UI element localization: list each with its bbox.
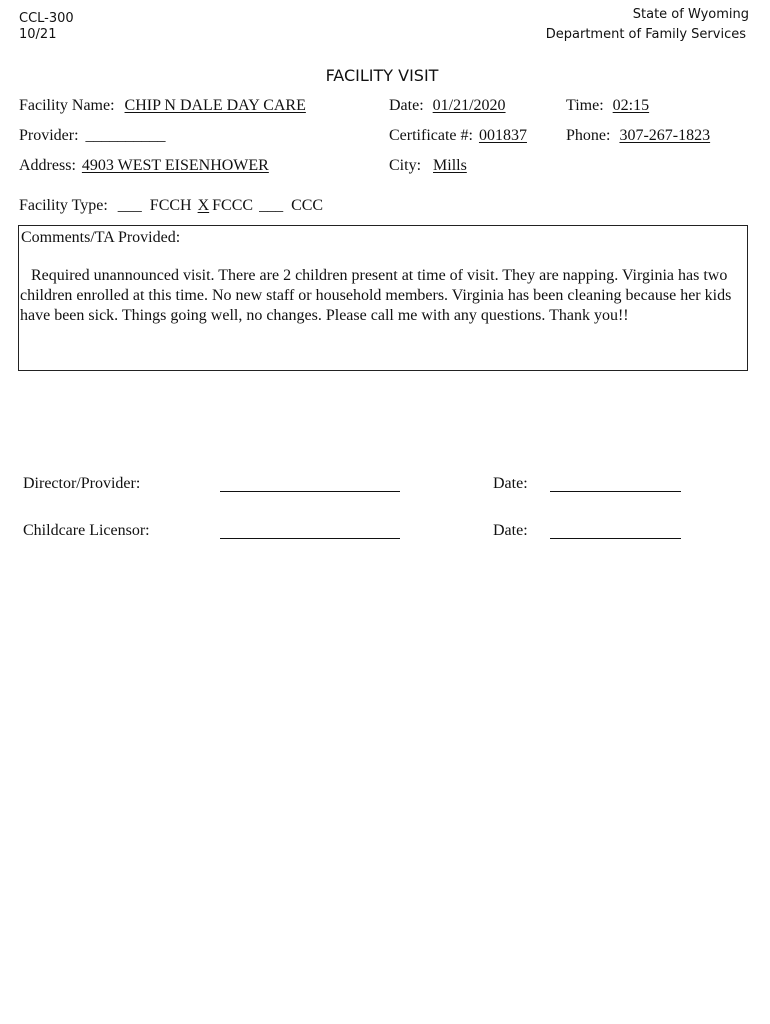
- comments-label: Comments/TA Provided:: [21, 229, 181, 246]
- city-value: Mills: [433, 157, 467, 174]
- licensor-date-label: Date:: [493, 522, 528, 539]
- agency-department: Department of Family Services: [545, 27, 746, 42]
- visit-date-label: Date:: [389, 97, 424, 114]
- address-label: Address:: [19, 157, 76, 174]
- visit-time-value: 02:15: [612, 97, 650, 114]
- city-label: City:: [389, 157, 422, 174]
- phone-value: 307-267-1823: [619, 127, 711, 144]
- comments-box: [18, 225, 748, 371]
- phone-label: Phone:: [566, 127, 611, 144]
- address-value: 4903 WEST EISENHOWER: [81, 157, 269, 174]
- facility-type-mark-fccc: X: [197, 197, 210, 214]
- director-date-label: Date:: [493, 475, 528, 492]
- agency-state: State of Wyoming: [632, 7, 749, 22]
- comments-text: Required unannounced visit. There are 2 children present at time of visit. They are napping. Virginia has two children enrolled at this time. No new staff or household members. Virginia has been cleaning because her kids have been sick. Things going well, no changes. Please call me with any questions. Thank you!!: [20, 267, 732, 324]
- visit-time-field: [566, 97, 649, 115]
- facility-type-option-fcch: FCCH: [149, 197, 192, 214]
- director-provider-label: Director/Provider:: [23, 475, 141, 492]
- facility-type-option-ccc: CCC: [291, 197, 324, 214]
- facility-name-value: CHIP N DALE DAY CARE: [124, 97, 306, 114]
- provider-field: [19, 127, 166, 145]
- childcare-licensor-label: Childcare Licensor:: [23, 522, 150, 539]
- facility-name-field: [19, 97, 306, 115]
- facility-type-mark-ccc: ___: [259, 197, 284, 214]
- phone-field: [566, 127, 710, 145]
- facility-type-mark-fcch: ___: [117, 197, 142, 214]
- facility-name-label: Facility Name:: [19, 97, 115, 114]
- licensor-date-line: [550, 538, 681, 539]
- provider-value: __________: [85, 127, 166, 144]
- provider-label: Provider:: [19, 127, 79, 144]
- address-field: [19, 157, 269, 175]
- director-signature-line: [220, 491, 400, 492]
- page-title: FACILITY VISIT: [325, 66, 439, 85]
- director-date-line: [550, 491, 681, 492]
- form-revision-date: 10/21: [19, 27, 57, 42]
- certificate-value: 001837: [478, 127, 527, 144]
- certificate-label: Certificate #:: [389, 127, 473, 144]
- facility-type-label: Facility Type:: [19, 197, 108, 214]
- city-field: [389, 157, 467, 175]
- certificate-field: [389, 127, 527, 145]
- facility-type-field: [19, 197, 323, 215]
- form-code: CCL-300: [19, 11, 74, 26]
- visit-date-value: 01/21/2020: [432, 97, 506, 114]
- visit-date-field: [389, 97, 506, 115]
- licensor-signature-line: [220, 538, 400, 539]
- facility-type-option-fccc: FCCC: [212, 197, 254, 214]
- visit-time-label: Time:: [566, 97, 604, 114]
